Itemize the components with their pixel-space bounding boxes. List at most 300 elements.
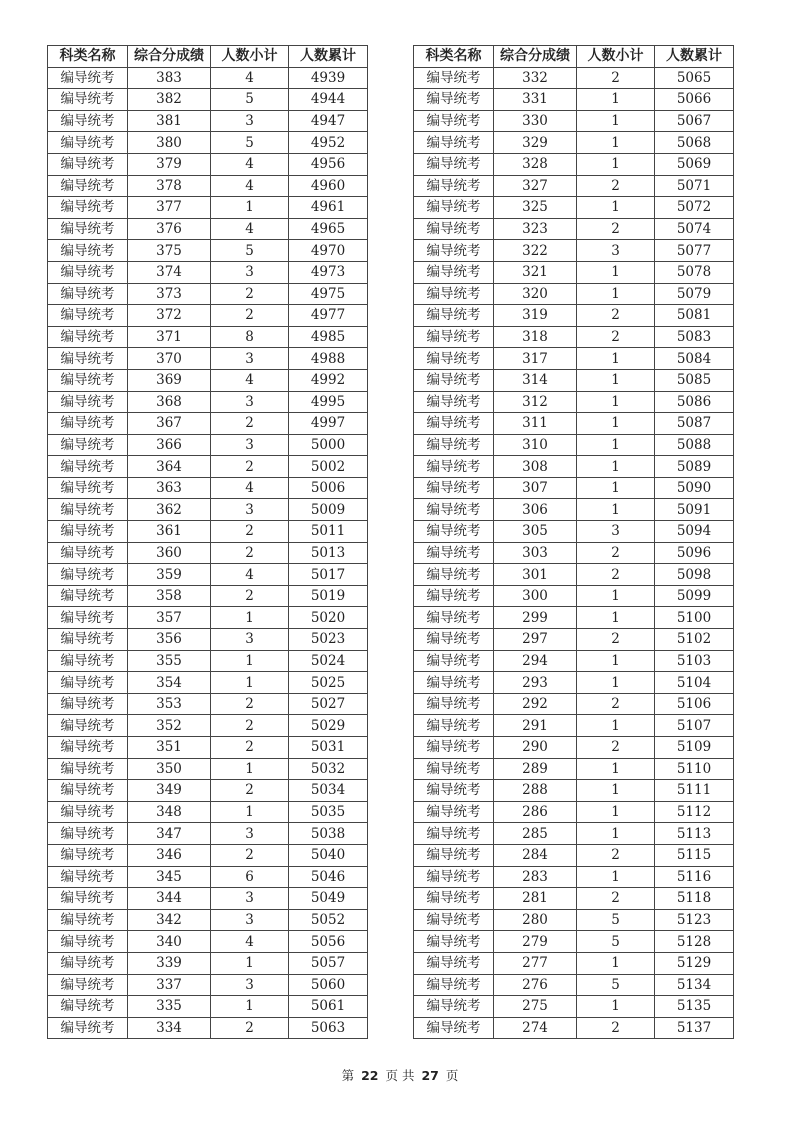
cell-cumulative: 4970	[289, 240, 368, 262]
cell-cumulative: 5027	[289, 693, 368, 715]
cell-score: 335	[128, 996, 211, 1018]
table-row	[414, 132, 734, 154]
cell-cumulative: 5068	[655, 132, 734, 154]
cell-count: 1	[577, 153, 655, 175]
cell-category: 编导统考	[414, 607, 494, 629]
table-row	[414, 413, 734, 435]
cell-cumulative: 5086	[655, 391, 734, 413]
cell-category: 编导统考	[48, 434, 128, 456]
cell-score: 359	[128, 564, 211, 586]
table-row	[48, 305, 368, 327]
table-row	[414, 931, 734, 953]
cell-count: 2	[577, 737, 655, 759]
cell-count: 1	[211, 607, 289, 629]
cell-category: 编导统考	[414, 909, 494, 931]
cell-category: 编导统考	[414, 197, 494, 219]
cell-category: 编导统考	[414, 585, 494, 607]
cell-category: 编导统考	[414, 477, 494, 499]
table-row	[414, 197, 734, 219]
cell-category: 编导统考	[414, 369, 494, 391]
cell-score: 345	[128, 866, 211, 888]
table-row	[48, 477, 368, 499]
cell-count: 3	[211, 888, 289, 910]
cell-cumulative: 5040	[289, 844, 368, 866]
cell-category: 编导统考	[414, 758, 494, 780]
table-row	[48, 650, 368, 672]
table-row	[414, 844, 734, 866]
cell-score: 308	[494, 456, 577, 478]
cell-count: 2	[577, 326, 655, 348]
cell-count: 5	[577, 974, 655, 996]
cell-category: 编导统考	[48, 1017, 128, 1039]
cell-score: 325	[494, 197, 577, 219]
cell-category: 编导统考	[414, 844, 494, 866]
table-row	[48, 521, 368, 543]
table-row	[414, 369, 734, 391]
table-row	[48, 434, 368, 456]
cell-cumulative: 5110	[655, 758, 734, 780]
table-row	[414, 218, 734, 240]
cell-score: 277	[494, 952, 577, 974]
cell-category: 编导统考	[48, 391, 128, 413]
cell-score: 375	[128, 240, 211, 262]
cell-count: 1	[577, 369, 655, 391]
cell-category: 编导统考	[414, 542, 494, 564]
cell-category: 编导统考	[48, 305, 128, 327]
table-row	[48, 499, 368, 521]
cell-category: 编导统考	[414, 974, 494, 996]
cell-count: 2	[577, 218, 655, 240]
cell-score: 281	[494, 888, 577, 910]
table-row	[414, 866, 734, 888]
table-row	[414, 585, 734, 607]
cell-score: 363	[128, 477, 211, 499]
cell-category: 编导统考	[48, 693, 128, 715]
cell-score: 293	[494, 672, 577, 694]
cell-category: 编导统考	[48, 283, 128, 305]
cell-category: 编导统考	[48, 521, 128, 543]
cell-count: 1	[577, 261, 655, 283]
cell-category: 编导统考	[48, 866, 128, 888]
cell-cumulative: 5134	[655, 974, 734, 996]
cell-category: 编导统考	[414, 413, 494, 435]
table-row	[414, 952, 734, 974]
cell-count: 5	[211, 240, 289, 262]
cell-count: 1	[577, 758, 655, 780]
cell-cumulative: 5019	[289, 585, 368, 607]
cell-category: 编导统考	[414, 67, 494, 89]
cell-category: 编导统考	[48, 931, 128, 953]
cell-count: 4	[211, 564, 289, 586]
table-row	[414, 607, 734, 629]
cell-count: 1	[577, 477, 655, 499]
table-row	[414, 974, 734, 996]
cell-cumulative: 5103	[655, 650, 734, 672]
cell-category: 编导统考	[414, 175, 494, 197]
table-row	[48, 67, 368, 89]
cell-count: 3	[211, 110, 289, 132]
cell-score: 314	[494, 369, 577, 391]
table-row	[414, 758, 734, 780]
cell-count: 1	[577, 672, 655, 694]
cell-count: 2	[577, 542, 655, 564]
cell-category: 编导统考	[414, 89, 494, 111]
cell-cumulative: 5111	[655, 780, 734, 802]
cell-count: 6	[211, 866, 289, 888]
cell-score: 361	[128, 521, 211, 543]
cell-count: 1	[577, 434, 655, 456]
table-row	[414, 67, 734, 89]
cell-cumulative: 4947	[289, 110, 368, 132]
cell-score: 339	[128, 952, 211, 974]
table-row	[48, 240, 368, 262]
cell-score: 380	[128, 132, 211, 154]
header-row	[48, 46, 368, 68]
cell-category: 编导统考	[48, 261, 128, 283]
cell-count: 1	[577, 89, 655, 111]
cell-category: 编导统考	[48, 326, 128, 348]
cell-score: 344	[128, 888, 211, 910]
cell-score: 348	[128, 801, 211, 823]
cell-cumulative: 5137	[655, 1017, 734, 1039]
cell-cumulative: 4977	[289, 305, 368, 327]
table-row	[414, 629, 734, 651]
score-table-left	[47, 45, 368, 1039]
cell-cumulative: 5128	[655, 931, 734, 953]
cell-score: 332	[494, 67, 577, 89]
cell-count: 1	[211, 758, 289, 780]
cell-count: 2	[211, 413, 289, 435]
cell-score: 360	[128, 542, 211, 564]
cell-count: 1	[211, 996, 289, 1018]
cell-score: 340	[128, 931, 211, 953]
cell-score: 320	[494, 283, 577, 305]
cell-category: 编导统考	[48, 909, 128, 931]
table-row	[48, 1017, 368, 1039]
cell-category: 编导统考	[48, 197, 128, 219]
table-row	[48, 283, 368, 305]
header-category: 科类名称	[414, 46, 494, 68]
cell-category: 编导统考	[414, 348, 494, 370]
cell-category: 编导统考	[48, 153, 128, 175]
table-row	[414, 110, 734, 132]
table-row	[414, 240, 734, 262]
cell-cumulative: 5011	[289, 521, 368, 543]
cell-category: 编导统考	[414, 672, 494, 694]
cell-count: 3	[211, 974, 289, 996]
table-row	[48, 974, 368, 996]
cell-count: 1	[577, 348, 655, 370]
cell-category: 编导统考	[48, 218, 128, 240]
cell-score: 350	[128, 758, 211, 780]
cell-category: 编导统考	[48, 456, 128, 478]
header-category: 科类名称	[48, 46, 128, 68]
cell-cumulative: 4975	[289, 283, 368, 305]
cell-score: 299	[494, 607, 577, 629]
cell-score: 279	[494, 931, 577, 953]
cell-count: 3	[211, 823, 289, 845]
cell-score: 292	[494, 693, 577, 715]
cell-category: 编导统考	[48, 629, 128, 651]
cell-count: 1	[577, 499, 655, 521]
table-row	[48, 801, 368, 823]
cell-score: 351	[128, 737, 211, 759]
cell-count: 2	[577, 1017, 655, 1039]
cell-score: 352	[128, 715, 211, 737]
cell-count: 1	[211, 672, 289, 694]
table-row	[48, 931, 368, 953]
cell-count: 2	[211, 715, 289, 737]
cell-score: 337	[128, 974, 211, 996]
cell-count: 1	[577, 110, 655, 132]
cell-cumulative: 5088	[655, 434, 734, 456]
cell-cumulative: 5083	[655, 326, 734, 348]
cell-category: 编导统考	[48, 585, 128, 607]
cell-score: 354	[128, 672, 211, 694]
cell-category: 编导统考	[414, 218, 494, 240]
cell-score: 303	[494, 542, 577, 564]
cell-count: 3	[577, 240, 655, 262]
cell-cumulative: 4956	[289, 153, 368, 175]
cell-cumulative: 5031	[289, 737, 368, 759]
table-row	[414, 564, 734, 586]
footer-page-number: 22	[361, 1068, 379, 1083]
cell-count: 1	[577, 801, 655, 823]
cell-cumulative: 5123	[655, 909, 734, 931]
cell-category: 编导统考	[48, 737, 128, 759]
table-row	[414, 456, 734, 478]
header-score: 综合分成绩	[494, 46, 577, 68]
cell-score: 376	[128, 218, 211, 240]
table-row	[414, 996, 734, 1018]
cell-score: 290	[494, 737, 577, 759]
cell-cumulative: 5098	[655, 564, 734, 586]
cell-score: 288	[494, 780, 577, 802]
page-footer	[0, 1066, 800, 1084]
cell-score: 357	[128, 607, 211, 629]
cell-cumulative: 5077	[655, 240, 734, 262]
cell-count: 1	[577, 283, 655, 305]
cell-score: 342	[128, 909, 211, 931]
cell-cumulative: 5112	[655, 801, 734, 823]
table-row	[48, 413, 368, 435]
table-row	[414, 780, 734, 802]
cell-category: 编导统考	[414, 866, 494, 888]
table-row	[48, 607, 368, 629]
table-row	[48, 391, 368, 413]
cell-category: 编导统考	[414, 737, 494, 759]
cell-count: 1	[577, 585, 655, 607]
cell-category: 编导统考	[414, 931, 494, 953]
cell-score: 306	[494, 499, 577, 521]
table-row	[414, 391, 734, 413]
cell-cumulative: 5006	[289, 477, 368, 499]
cell-score: 294	[494, 650, 577, 672]
cell-cumulative: 5090	[655, 477, 734, 499]
cell-count: 2	[577, 305, 655, 327]
cell-category: 编导统考	[414, 780, 494, 802]
cell-score: 329	[494, 132, 577, 154]
header-count: 人数小计	[577, 46, 655, 68]
cell-score: 371	[128, 326, 211, 348]
table-row	[48, 844, 368, 866]
cell-count: 1	[577, 715, 655, 737]
cell-score: 328	[494, 153, 577, 175]
table-row	[48, 369, 368, 391]
cell-cumulative: 5060	[289, 974, 368, 996]
table-row	[414, 348, 734, 370]
cell-cumulative: 5002	[289, 456, 368, 478]
cell-count: 2	[211, 737, 289, 759]
cell-count: 3	[211, 261, 289, 283]
cell-score: 330	[494, 110, 577, 132]
cell-cumulative: 5056	[289, 931, 368, 953]
cell-category: 编导统考	[414, 823, 494, 845]
cell-score: 356	[128, 629, 211, 651]
cell-cumulative: 5049	[289, 888, 368, 910]
cell-cumulative: 5061	[289, 996, 368, 1018]
cell-cumulative: 4961	[289, 197, 368, 219]
cell-count: 2	[211, 521, 289, 543]
cell-category: 编导统考	[414, 326, 494, 348]
table-row	[48, 89, 368, 111]
cell-score: 307	[494, 477, 577, 499]
cell-count: 1	[577, 996, 655, 1018]
cell-cumulative: 5106	[655, 693, 734, 715]
cell-category: 编导统考	[48, 348, 128, 370]
cell-category: 编导统考	[48, 413, 128, 435]
cell-count: 2	[577, 888, 655, 910]
cell-count: 3	[211, 499, 289, 521]
table-row	[48, 175, 368, 197]
cell-count: 2	[211, 844, 289, 866]
cell-count: 4	[211, 477, 289, 499]
cell-count: 2	[577, 844, 655, 866]
cell-count: 1	[577, 607, 655, 629]
table-row	[414, 823, 734, 845]
cell-score: 346	[128, 844, 211, 866]
cell-category: 编导统考	[414, 715, 494, 737]
cell-cumulative: 5087	[655, 413, 734, 435]
cell-count: 4	[211, 931, 289, 953]
cell-count: 1	[577, 866, 655, 888]
cell-category: 编导统考	[48, 132, 128, 154]
cell-count: 1	[211, 650, 289, 672]
cell-score: 379	[128, 153, 211, 175]
table-row	[414, 153, 734, 175]
cell-category: 编导统考	[414, 261, 494, 283]
cell-score: 364	[128, 456, 211, 478]
cell-score: 300	[494, 585, 577, 607]
table-row	[414, 801, 734, 823]
cell-cumulative: 5038	[289, 823, 368, 845]
table-row	[414, 477, 734, 499]
table-row	[414, 261, 734, 283]
table-row	[48, 693, 368, 715]
cell-score: 311	[494, 413, 577, 435]
cell-category: 编导统考	[414, 110, 494, 132]
table-row	[48, 564, 368, 586]
cell-cumulative: 5129	[655, 952, 734, 974]
cell-count: 2	[211, 693, 289, 715]
cell-cumulative: 4960	[289, 175, 368, 197]
cell-category: 编导统考	[48, 564, 128, 586]
cell-score: 317	[494, 348, 577, 370]
cell-count: 2	[211, 585, 289, 607]
cell-category: 编导统考	[48, 175, 128, 197]
cell-score: 349	[128, 780, 211, 802]
cell-cumulative: 4997	[289, 413, 368, 435]
score-table-right	[413, 45, 734, 1039]
cell-cumulative: 5052	[289, 909, 368, 931]
cell-score: 355	[128, 650, 211, 672]
cell-category: 编导统考	[48, 844, 128, 866]
cell-cumulative: 5094	[655, 521, 734, 543]
footer-total-pages: 27	[421, 1068, 439, 1083]
cell-category: 编导统考	[414, 499, 494, 521]
cell-count: 1	[577, 952, 655, 974]
cell-cumulative: 5067	[655, 110, 734, 132]
cell-score: 291	[494, 715, 577, 737]
table-row	[48, 758, 368, 780]
cell-count: 1	[577, 650, 655, 672]
header-row	[414, 46, 734, 68]
cell-category: 编导统考	[414, 434, 494, 456]
footer-suffix: 页	[445, 1068, 459, 1083]
cell-cumulative: 5078	[655, 261, 734, 283]
cell-score: 289	[494, 758, 577, 780]
cell-cumulative: 5066	[655, 89, 734, 111]
cell-score: 334	[128, 1017, 211, 1039]
table-row	[48, 715, 368, 737]
cell-count: 4	[211, 67, 289, 89]
cell-count: 1	[211, 801, 289, 823]
cell-category: 编导统考	[48, 672, 128, 694]
cell-count: 5	[577, 909, 655, 931]
cell-count: 4	[211, 153, 289, 175]
table-row	[414, 888, 734, 910]
table-row	[48, 909, 368, 931]
cell-score: 322	[494, 240, 577, 262]
cell-score: 312	[494, 391, 577, 413]
table-row	[414, 175, 734, 197]
cell-cumulative: 5020	[289, 607, 368, 629]
cell-category: 编导统考	[48, 780, 128, 802]
table-row	[414, 737, 734, 759]
cell-score: 310	[494, 434, 577, 456]
table-row	[414, 693, 734, 715]
cell-score: 382	[128, 89, 211, 111]
cell-score: 381	[128, 110, 211, 132]
cell-cumulative: 4992	[289, 369, 368, 391]
cell-cumulative: 5100	[655, 607, 734, 629]
cell-count: 1	[577, 197, 655, 219]
cell-count: 2	[577, 67, 655, 89]
cell-score: 377	[128, 197, 211, 219]
cell-cumulative: 5017	[289, 564, 368, 586]
cell-count: 5	[211, 89, 289, 111]
cell-cumulative: 5085	[655, 369, 734, 391]
table-row	[414, 434, 734, 456]
cell-cumulative: 5025	[289, 672, 368, 694]
cell-category: 编导统考	[48, 650, 128, 672]
cell-score: 362	[128, 499, 211, 521]
cell-count: 5	[211, 132, 289, 154]
cell-score: 318	[494, 326, 577, 348]
cell-cumulative: 4995	[289, 391, 368, 413]
cell-cumulative: 5084	[655, 348, 734, 370]
cell-cumulative: 5099	[655, 585, 734, 607]
